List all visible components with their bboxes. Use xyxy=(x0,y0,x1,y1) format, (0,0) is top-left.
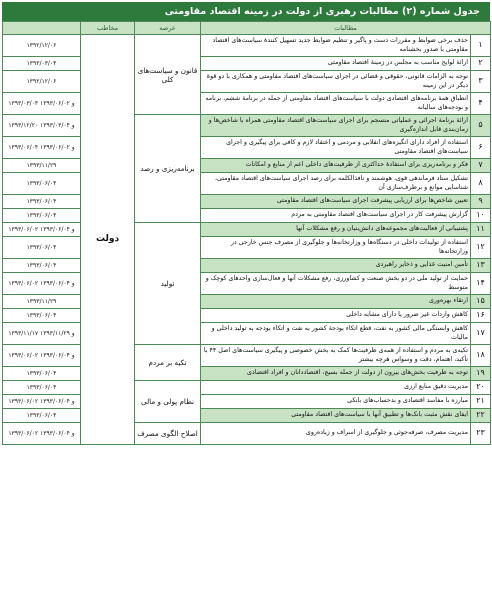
table-row xyxy=(3,273,491,295)
domain-cell: تولید xyxy=(135,223,201,345)
row-number: ۲۰ xyxy=(471,381,491,395)
demand-text: توجه به ظرفیت بخش‌های بیرون از دولت از جمله بسیج، اقتصاددانان و افراد اقتصادی xyxy=(201,367,471,381)
date-cell: ۱۳۹۳/۰۶/۰۲ و ۱۳۹۳/۰۶/۰۴ xyxy=(3,423,81,445)
demand-text: حمایت از تولید ملی در دو بخش صنعت و کشاورزی، رفع مشکلات آنها و فعال‌سازی واحدهای کوچک و متوسط xyxy=(201,273,471,295)
table-row xyxy=(3,259,491,273)
row-number: ۷ xyxy=(471,159,491,173)
date-cell: ۱۳۹۳/۱۱/۲۹ xyxy=(3,295,81,309)
row-number: ۲۳ xyxy=(471,423,491,445)
row-number: ۶ xyxy=(471,137,491,159)
date-cell: ۱۳۹۲/۱۲/۰۶ xyxy=(3,71,81,93)
table-row xyxy=(3,381,491,395)
demand-text: مبارزه با مفاسد اقتصادی و بدحساب‌های بانکی xyxy=(201,395,471,409)
date-cell: ۱۳۹۳/۰۶/۰۴ xyxy=(3,195,81,209)
date-cell: ۱۳۹۳/۰۳/۰۴ و ۱۳۹۳/۰۶/۰۲ xyxy=(3,93,81,115)
row-number: ۱۶ xyxy=(471,309,491,323)
demands-table xyxy=(2,21,491,445)
header-domain: عرصه xyxy=(135,22,201,35)
table-row xyxy=(3,71,491,93)
row-number: ۲۱ xyxy=(471,395,491,409)
table-row xyxy=(3,345,491,367)
date-cell: ۱۳۹۳/۰۶/۰۴ xyxy=(3,237,81,259)
subject-cell: دولت xyxy=(81,35,135,445)
demand-text: تعیین شاخص‌ها برای ارزیابی پیشرفت اجرای سیاست‌های اقتصاد مقاومتی xyxy=(201,195,471,209)
row-number: ۱ xyxy=(471,35,491,57)
table-row xyxy=(3,93,491,115)
date-cell: ۱۳۹۳/۰۶/۰۴ xyxy=(3,309,81,323)
table-row xyxy=(3,295,491,309)
date-cell: ۱۳۹۳/۰۶/۰۲ و ۱۳۹۳/۰۶/۰۴ xyxy=(3,395,81,409)
row-number: ۵ xyxy=(471,115,491,137)
row-number: ۳ xyxy=(471,71,491,93)
table-row xyxy=(3,367,491,381)
date-cell: ۱۳۹۳/۰۶/۰۴ xyxy=(3,381,81,395)
row-number: ۱۸ xyxy=(471,345,491,367)
domain-cell: تکیه بر مردم xyxy=(135,345,201,381)
table-row xyxy=(3,323,491,345)
table-row xyxy=(3,159,491,173)
header-demands: مطالبات xyxy=(201,22,491,35)
header-date xyxy=(3,22,81,35)
date-cell: ۱۳۹۳/۰۶/۰۴ xyxy=(3,209,81,223)
date-cell: ۱۳۹۳/۱۱/۲۹ xyxy=(3,159,81,173)
domain-cell: اصلاح الگوی مصرف xyxy=(135,423,201,445)
row-number: ۱۳ xyxy=(471,259,491,273)
table-row xyxy=(3,309,491,323)
date-cell: ۱۳۹۳/۰۶/۰۴ و ۱۳۹۳/۰۶/۰۲ xyxy=(3,137,81,159)
date-cell: ۱۳۹۳/۱۱/۱۷ و ۱۳۹۳/۱۱/۲۹ xyxy=(3,323,81,345)
domain-cell: نظام پولی و مالی xyxy=(135,381,201,423)
date-cell: ۱۳۹۳/۰۶/۰۲ و ۱۳۹۳/۰۶/۰۴ xyxy=(3,273,81,295)
table-row xyxy=(3,137,491,159)
table-row xyxy=(3,237,491,259)
table-row xyxy=(3,395,491,409)
date-cell: ۱۳۹۳/۰۶/۰۴ xyxy=(3,259,81,273)
header-row xyxy=(3,22,491,35)
table-title: جدول شماره (۲) مطالبات رهبری از دولت در زمینه اقتصاد مقاومتی xyxy=(2,2,490,21)
table-row xyxy=(3,57,491,71)
table-row xyxy=(3,195,491,209)
date-cell: ۱۳۹۳/۰۶/۰۴ xyxy=(3,409,81,423)
row-number: ۲ xyxy=(471,57,491,71)
table-row xyxy=(3,423,491,445)
date-cell: ۱۳۹۲/۱۲/۰۶ xyxy=(3,35,81,57)
demand-text: استفاده از تولیدات داخلی در دستگاه‌ها و وزارتخانه‌ها و جلوگیری از مصرف جنس خارجی در وزارتخانه‌ها xyxy=(201,237,471,259)
demand-text: پشتیبانی از فعالیت‌های مجموعه‌های دانش‌بنیان و رفع مشکلات آنها xyxy=(201,223,471,237)
header-subject: مخاطب xyxy=(81,22,135,35)
date-cell: ۱۳۹۳/۰۶/۰۲ و ۱۳۹۳/۰۶/۰۴ xyxy=(3,223,81,237)
row-number: ۹ xyxy=(471,195,491,209)
demand-text: ارتقاء بهره‌وری xyxy=(201,295,471,309)
row-number: ۱۴ xyxy=(471,273,491,295)
date-cell: ۱۳۹۳/۰۶/۰۴ xyxy=(3,367,81,381)
table-row xyxy=(3,409,491,423)
date-cell: ۱۳۹۳/۰۶/۰۲ و ۱۳۹۳/۰۶/۰۴ xyxy=(3,345,81,367)
demand-text: فکر و برنامه‌ریزی برای استفادهٔ حداکثری از ظرفیت‌های داخلی اعم از منابع و امکانات xyxy=(201,159,471,173)
row-number: ۱۱ xyxy=(471,223,491,237)
demand-text: مدیریت مصرف، صرفه‌جوئی و جلوگیری از اسراف و زیاده‌روی xyxy=(201,423,471,445)
demand-text: تشکیل ستاد فرماندهی قوی، هوشمند و نافذالکلمه برای رصد اجرای سیاست‌های اقتصاد مقاومتی، شناسایی موانع و برطرف‌سازی آن xyxy=(201,173,471,195)
row-number: ۱۹ xyxy=(471,367,491,381)
domain-cell: برنامه‌ریزی و رصد xyxy=(135,115,201,223)
demand-text: انطباق همهٔ برنامه‌های اقتصادی دولت با سیاست‌های اقتصاد مقاومتی از جمله در برنامهٔ ششم، برنامه و بودجه‌های سالیانه xyxy=(201,93,471,115)
row-number: ۴ xyxy=(471,93,491,115)
table-row xyxy=(3,115,491,137)
demand-text: کاهش واردات غیر ضرور یا دارای مشابه داخلی xyxy=(201,309,471,323)
row-number: ۲۲ xyxy=(471,409,491,423)
demand-text: ارائهٔ لوایح مناسب به مجلس در زمینهٔ اقتصاد مقاومتی xyxy=(201,57,471,71)
domain-cell: قانون و سیاست‌های کلی xyxy=(135,35,201,115)
row-number: ۱۵ xyxy=(471,295,491,309)
demand-text: کاهش وابستگی مالی کشور به نفت، قطع اتکاء بودجهٔ کشور به نفت و اتکاء بودجه به تولید داخلی و مالیات xyxy=(201,323,471,345)
row-number: ۸ xyxy=(471,173,491,195)
row-number: ۱۲ xyxy=(471,237,491,259)
demand-text: ارائهٔ برنامهٔ اجرائی و عملیاتی منسجم برای اجرای سیاست‌های اقتصاد مقاومتی همراه با شاخص‌ها و زمان‌بندی قابل اندازه‌گیری xyxy=(201,115,471,137)
demand-text: توجه به الزامات قانونی، حقوقی و قضائی در اجرای سیاست‌های اقتصاد مقاومتی و همکاری با دو قوهٔ دیگر در این زمینه xyxy=(201,71,471,93)
row-number: ۱۰ xyxy=(471,209,491,223)
demand-text: تأمین امنیت غذایی و ذخایر راهبردی xyxy=(201,259,471,273)
table-row xyxy=(3,209,491,223)
demand-text: استفاده از افراد دارای انگیزه‌های انقلابی و مردمی و اعتقاد لازم و کافی برای پیگیری و اجرای سیاست‌های اقتصاد مقاومتی xyxy=(201,137,471,159)
date-cell: ۱۳۹۳/۰۶/۰۴ xyxy=(3,173,81,195)
date-cell: ۱۳۹۳/۱۲/۲۰ و ۱۳۹۳/۰۳/۰۴ xyxy=(3,115,81,137)
demand-text: حذف برخی ضوابط و مقررات دست و پاگیر و تنظیم ضوابط جدید تسهیل کنندهٔ سیاست‌های اقتصاد مقاومتی با صدور بخشنامه xyxy=(201,35,471,57)
demand-text: گزارش پیشرفت کار در اجرای سیاست‌های اقتصاد مقاومتی به مردم xyxy=(201,209,471,223)
table-body xyxy=(3,35,491,445)
demand-text: تکیه‌ی به مردم و استفاده از همه‌ی ظرفیت‌ها کمک به بخش خصوصی و پیگیری سیاست‌های اصل ۴۴ با تأکید، اهتمام، دقت و وسواس هرچه بیشتر xyxy=(201,345,471,367)
date-cell: ۱۳۹۳/۰۳/۰۴ xyxy=(3,57,81,71)
table-row xyxy=(3,223,491,237)
demand-text: ایفای نقش مثبت بانک‌ها و تطبیق آنها با سیاست‌های اقتصاد مقاومتی xyxy=(201,409,471,423)
row-number: ۱۷ xyxy=(471,323,491,345)
table-row xyxy=(3,35,491,57)
table-row xyxy=(3,173,491,195)
demand-text: مدیریت دقیق منابع ارزی xyxy=(201,381,471,395)
